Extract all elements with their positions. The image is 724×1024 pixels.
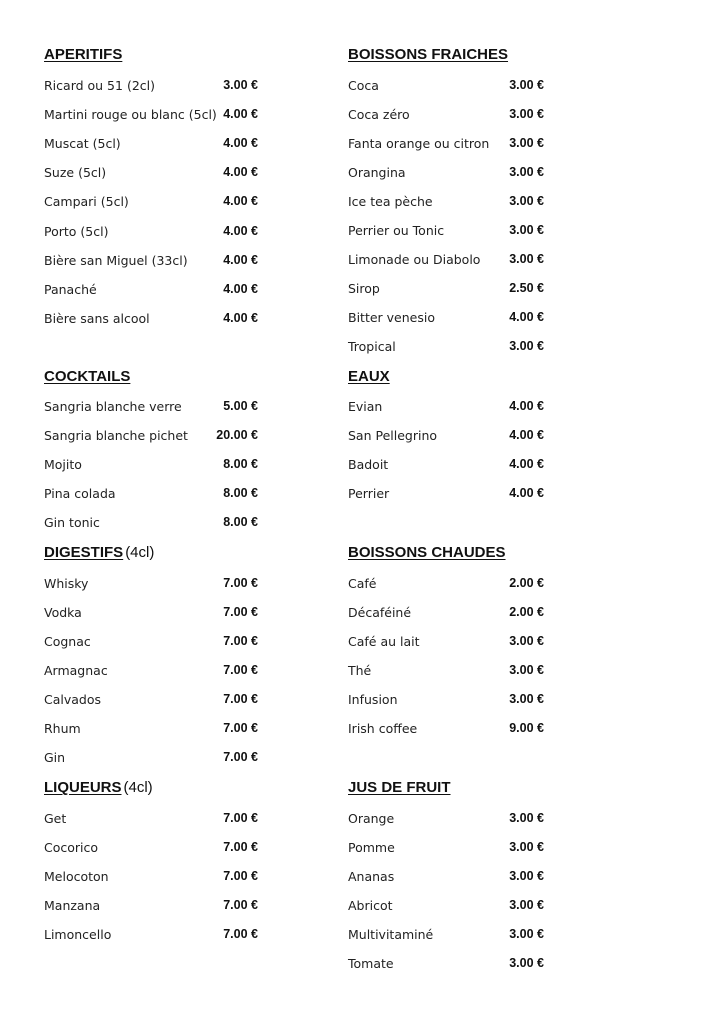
item-name: Décaféiné [348,605,412,620]
item-name: Tropical [348,339,396,354]
item-name: Café [348,576,377,591]
item-name: Rhum [44,721,81,736]
item-price: 7.00 € [223,721,258,735]
item-price: 4.00 € [223,136,258,150]
item-name: Sangria blanche pichet [44,428,188,443]
section-heading-aperitifs [44,46,122,63]
item-price: 4.00 € [509,486,544,500]
menu-item-infusion [348,692,546,710]
item-name: Armagnac [44,663,108,678]
item-name: Orange [348,811,395,826]
menu-item-badoit [348,457,546,475]
menu-item-biere-sans-alcool [44,311,260,329]
menu-item-vodka [44,605,260,623]
item-price: 7.00 € [223,927,258,941]
item-price: 4.00 € [223,282,258,296]
item-price: 3.00 € [509,927,544,941]
item-price: 4.00 € [223,311,258,325]
item-price: 3.00 € [509,339,544,353]
item-price: 7.00 € [223,576,258,590]
menu-item-orangina [348,165,546,183]
menu-item-whisky [44,576,260,594]
menu-item-tomate [348,956,546,974]
item-name: Get [44,811,67,826]
section-heading-liqueurs [44,779,153,796]
item-name: Coca zéro [348,107,410,122]
item-price: 3.00 € [509,956,544,970]
item-price: 7.00 € [223,869,258,883]
item-price: 3.00 € [223,78,258,92]
item-name: Melocoton [44,869,109,884]
menu-item-cognac [44,634,260,652]
section-heading-digestifs [44,544,154,561]
item-price: 2.50 € [509,281,544,295]
item-price: 7.00 € [223,840,258,854]
section-heading-eaux [348,368,390,385]
item-price: 3.00 € [509,78,544,92]
item-name: Limoncello [44,927,112,942]
item-price: 3.00 € [509,107,544,121]
item-name: Perrier [348,486,390,501]
item-name: Badoit [348,457,389,472]
menu-item-the [348,663,546,681]
menu-item-gin [44,750,260,768]
item-price: 4.00 € [223,165,258,179]
section-title: COCKTAILS [44,368,131,385]
item-name: San Pellegrino [348,428,438,443]
item-price: 5.00 € [223,399,258,413]
menu-item-pomme [348,840,546,858]
item-name: Calvados [44,692,102,707]
item-name: Bitter venesio [348,310,435,325]
item-price: 8.00 € [223,486,258,500]
item-price: 2.00 € [509,605,544,619]
menu-item-manzana [44,898,260,916]
menu-item-armagnac [44,663,260,681]
item-name: Abricot [348,898,393,913]
menu-item-bitter-venesio [348,310,546,328]
item-price: 3.00 € [509,136,544,150]
section-title: EAUX [348,368,390,385]
menu-item-limonade-ou-diabolo [348,252,546,270]
menu-item-sangria-blanche-pichet [44,428,260,446]
section-title: BOISSONS FRAICHES [348,46,509,63]
menu-item-rhum [44,721,260,739]
item-name: Cognac [44,634,91,649]
menu-item-sirop [348,281,546,299]
item-name: Ice tea pèche [348,194,433,209]
item-price: 7.00 € [223,605,258,619]
menu-item-gin-tonic [44,515,260,533]
section-note: (4cl) [125,544,155,561]
menu-item-ice-tea-peche [348,194,546,212]
section-title: APERITIFS [44,46,123,63]
menu-item-biere-san-miguel-33cl [44,253,260,271]
item-price: 7.00 € [223,811,258,825]
menu-item-get [44,811,260,829]
item-price: 3.00 € [509,898,544,912]
section-heading-boissons-chaudes [348,544,506,561]
menu-item-limoncello [44,927,260,945]
item-name: Campari (5cl) [44,194,129,209]
item-name: Muscat (5cl) [44,136,121,151]
menu-item-evian [348,399,546,417]
menu-item-ananas [348,869,546,887]
item-name: Manzana [44,898,101,913]
menu-item-cafe [348,576,546,594]
item-name: Ricard ou 51 (2cl) [44,78,155,93]
item-price: 8.00 € [223,457,258,471]
menu-item-suze-5cl [44,165,260,183]
section-title: BOISSONS CHAUDES [348,544,506,561]
item-name: Thé [348,663,372,678]
menu-item-mojito [44,457,260,475]
item-name: Mojito [44,457,82,472]
menu-item-multivitamine [348,927,546,945]
item-name: Suze (5cl) [44,165,107,180]
item-name: Bière san Miguel (33cl) [44,253,188,268]
item-name: Multivitaminé [348,927,434,942]
item-price: 7.00 € [223,634,258,648]
item-price: 3.00 € [509,165,544,179]
item-name: Tomate [348,956,394,971]
item-price: 7.00 € [223,750,258,764]
menu-item-coca-zero [348,107,546,125]
item-price: 3.00 € [509,692,544,706]
item-name: Gin tonic [44,515,100,530]
item-price: 8.00 € [223,515,258,529]
item-name: Porto (5cl) [44,224,109,239]
item-name: Limonade ou Diabolo [348,252,481,267]
item-name: Perrier ou Tonic [348,223,445,238]
item-name: Café au lait [348,634,420,649]
item-name: Gin [44,750,66,765]
menu-item-muscat-5cl [44,136,260,154]
item-name: Sirop [348,281,380,296]
item-price: 3.00 € [509,194,544,208]
section-heading-jus-de-fruit [348,779,451,796]
menu-item-campari-5cl [44,194,260,212]
item-price: 3.00 € [509,869,544,883]
item-name: Pina colada [44,486,116,501]
item-price: 4.00 € [509,457,544,471]
item-price: 4.00 € [223,224,258,238]
item-price: 2.00 € [509,576,544,590]
item-price: 3.00 € [509,223,544,237]
menu-item-porto-5cl [44,224,260,242]
item-name: Infusion [348,692,398,707]
item-name: Sangria blanche verre [44,399,182,414]
item-name: Panaché [44,282,97,297]
item-price: 3.00 € [509,252,544,266]
item-price: 4.00 € [509,310,544,324]
item-name: Fanta orange ou citron [348,136,490,151]
item-price: 3.00 € [509,634,544,648]
menu-item-orange [348,811,546,829]
item-name: Vodka [44,605,82,620]
section-note: (4cl) [123,779,153,796]
menu-item-decafeine [348,605,546,623]
section-title: LIQUEURS [44,779,122,796]
section-heading-cocktails [44,368,130,385]
item-name: Irish coffee [348,721,418,736]
menu-item-coca [348,78,546,96]
item-price: 4.00 € [509,428,544,442]
menu-item-ricard-ou-51-2cl [44,78,260,96]
item-name: Orangina [348,165,406,180]
menu-item-cafe-au-lait [348,634,546,652]
item-price: 7.00 € [223,663,258,677]
menu-item-cocorico [44,840,260,858]
menu-item-calvados [44,692,260,710]
menu-item-san-pellegrino [348,428,546,446]
item-price: 4.00 € [223,107,258,121]
menu-item-tropical [348,339,546,357]
menu-item-fanta-orange-ou-citron [348,136,546,154]
menu-item-perrier-ou-tonic [348,223,546,241]
section-title: DIGESTIFS [44,544,124,561]
item-price: 7.00 € [223,692,258,706]
menu-item-martini-rouge-ou-blanc-5cl [44,107,260,125]
item-price: 3.00 € [509,840,544,854]
menu-item-abricot [348,898,546,916]
menu-item-pina-colada [44,486,260,504]
item-name: Evian [348,399,383,414]
item-price: 7.00 € [223,898,258,912]
item-price: 3.00 € [509,663,544,677]
item-name: Bière sans alcool [44,311,150,326]
item-name: Pomme [348,840,395,855]
item-name: Whisky [44,576,89,591]
item-price: 4.00 € [223,253,258,267]
menu-item-irish-coffee [348,721,546,739]
menu-item-perrier [348,486,546,504]
item-name: Ananas [348,869,395,884]
item-name: Martini rouge ou blanc (5cl) [44,107,217,122]
item-name: Coca [348,78,379,93]
item-price: 4.00 € [223,194,258,208]
section-title: JUS DE FRUIT [348,779,451,796]
item-name: Cocorico [44,840,99,855]
item-price: 4.00 € [509,399,544,413]
menu-item-panache [44,282,260,300]
item-price: 3.00 € [509,811,544,825]
item-price: 9.00 € [509,721,544,735]
menu-item-melocoton [44,869,260,887]
menu-item-sangria-blanche-verre [44,399,260,417]
item-price: 20.00 € [216,428,258,442]
section-heading-boissons-fraiches [348,46,508,63]
